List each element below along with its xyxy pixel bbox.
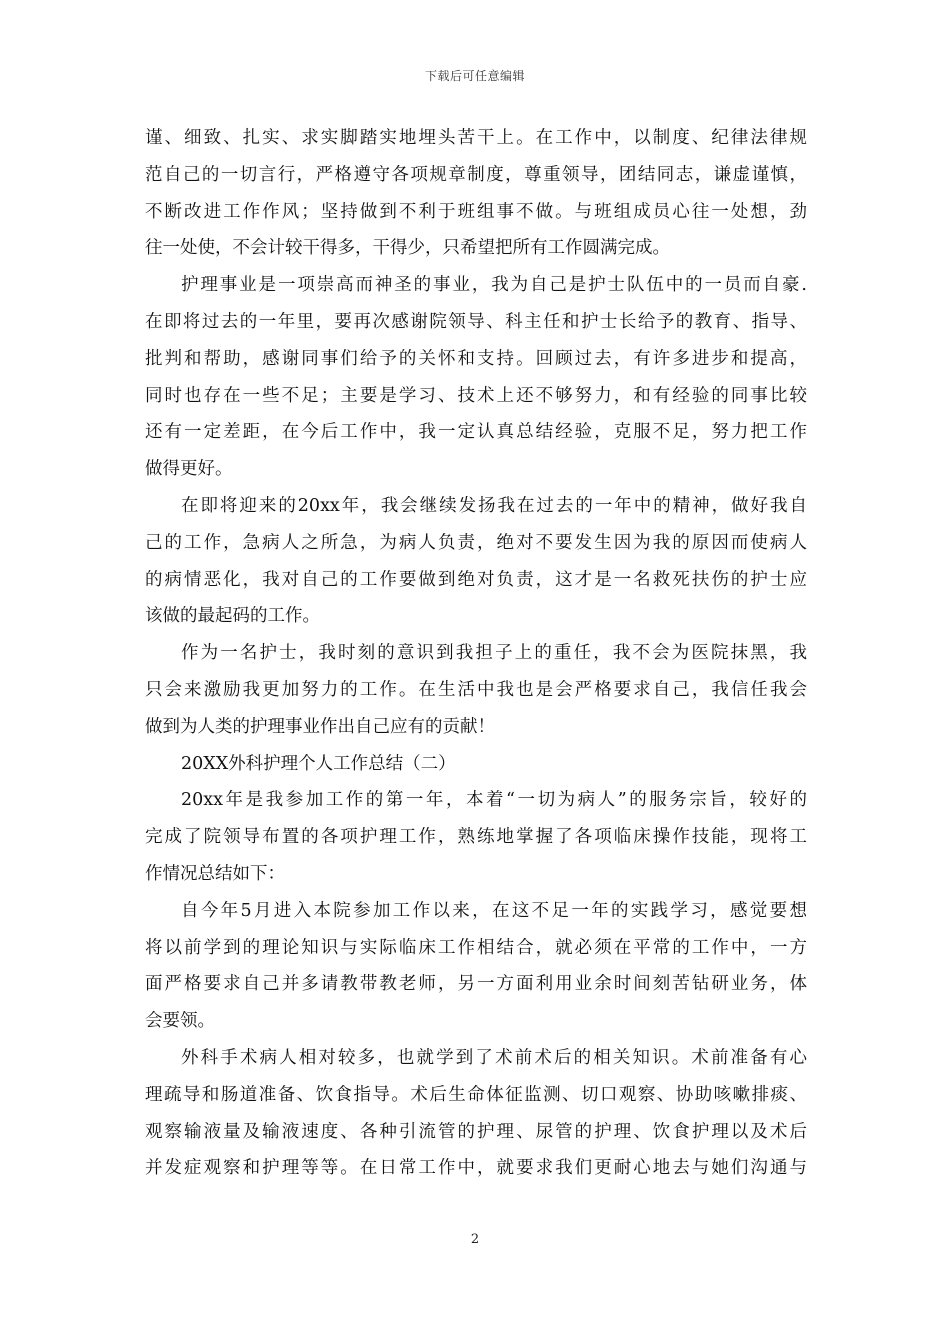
text-line: 会要领。 — [145, 1011, 215, 1032]
text-line: 自今年5月进入本院参加工作以来，在这不足一年的实践学习，感觉要想 — [181, 900, 807, 921]
text-line: 并发症观察和护理等等。在日常工作中，就要求我们更耐心地去与她们沟通与 — [145, 1158, 807, 1179]
text-line: 观察输液量及输液速度、各种引流管的护理、尿管的护理、饮食护理以及术后 — [145, 1121, 807, 1142]
text-line: 做到为人类的护理事业作出自己应有的贡献！ — [145, 716, 495, 737]
text-line: 谨、细致、扎实、求实脚踏实地埋头苦干上。在工作中，以制度、纪律法律规 — [145, 128, 807, 148]
text-line: 在即将过去的一年里，要再次感谢院领导、科主任和护士长给予的教育、指导、 — [145, 311, 807, 332]
text-line: 的病情恶化，我对自己的工作要做到绝对负责，这才是一名救死扶伤的护士应 — [145, 569, 807, 590]
text-line: 面严格要求自己并多请教带教老师，另一方面利用业余时间刻苦钻研业务，体 — [145, 974, 807, 995]
text-line: 作情况总结如下： — [145, 863, 285, 884]
text-line: 该做的最起码的工作。 — [145, 606, 320, 627]
text-line: 20XX外科护理个人工作总结（二） — [181, 753, 456, 774]
text-line: 做得更好。 — [145, 459, 233, 480]
text-line: 范自己的一切言行，严格遵守各项规章制度，尊重领导，团结同志，谦虚谨慎， — [145, 164, 807, 185]
text-line: 理疏导和肠道准备、饮食指导。术后生命体征监测、切口观察、协助咳嗽排痰、 — [145, 1084, 807, 1105]
text-line: 在即将迎来的20xx年，我会继续发扬我在过去的一年中的精神，做好我自 — [181, 495, 807, 516]
text-line: 同时也存在一些不足；主要是学习、技术上还不够努力，和有经验的同事比较 — [145, 385, 807, 406]
text-line: 将以前学到的理论知识与实际临床工作相结合，就必须在平常的工作中，一方 — [145, 937, 807, 958]
page-number: 2 — [470, 1232, 480, 1247]
text-line: 往一处使，不会计较干得多，干得少，只希望把所有工作圆满完成。 — [145, 238, 670, 259]
text-line: 护理事业是一项崇高而神圣的事业，我为自己是护士队伍中的一员而自豪. — [181, 275, 807, 296]
text-line: 完成了院领导布置的各项护理工作，熟练地掌握了各项临床操作技能，现将工 — [145, 827, 807, 848]
text-line: 己的工作，急病人之所急，为病人负责，绝对不要发生因为我的原因而使病人 — [145, 532, 807, 553]
text-line: 外科手术病人相对较多，也就学到了术前术后的相关知识。术前准备有心 — [181, 1047, 807, 1068]
text-line: 只会来激励我更加努力的工作。在生活中我也是会严格要求自己，我信任我会 — [145, 679, 807, 700]
text-line: 不断改进工作作风；坚持做到不利于班组事不做。与班组成员心往一处想，劲 — [145, 201, 807, 222]
text-line: 20xx年是我参加工作的第一年，本着“一切为病人”的服务宗旨，较好的 — [181, 790, 807, 811]
page-header-note: 下载后可任意编辑 — [424, 69, 525, 83]
text-line: 批判和帮助，感谢同事们给予的关怀和支持。回顾过去，有许多进步和提高， — [145, 348, 807, 369]
text-line: 作为一名护士，我时刻的意识到我担子上的重任，我不会为医院抹黑，我 — [181, 643, 807, 664]
document-body — [145, 120, 807, 1187]
text-line: 还有一定差距，在今后工作中，我一定认真总结经验，克服不足，努力把工作 — [145, 422, 807, 443]
